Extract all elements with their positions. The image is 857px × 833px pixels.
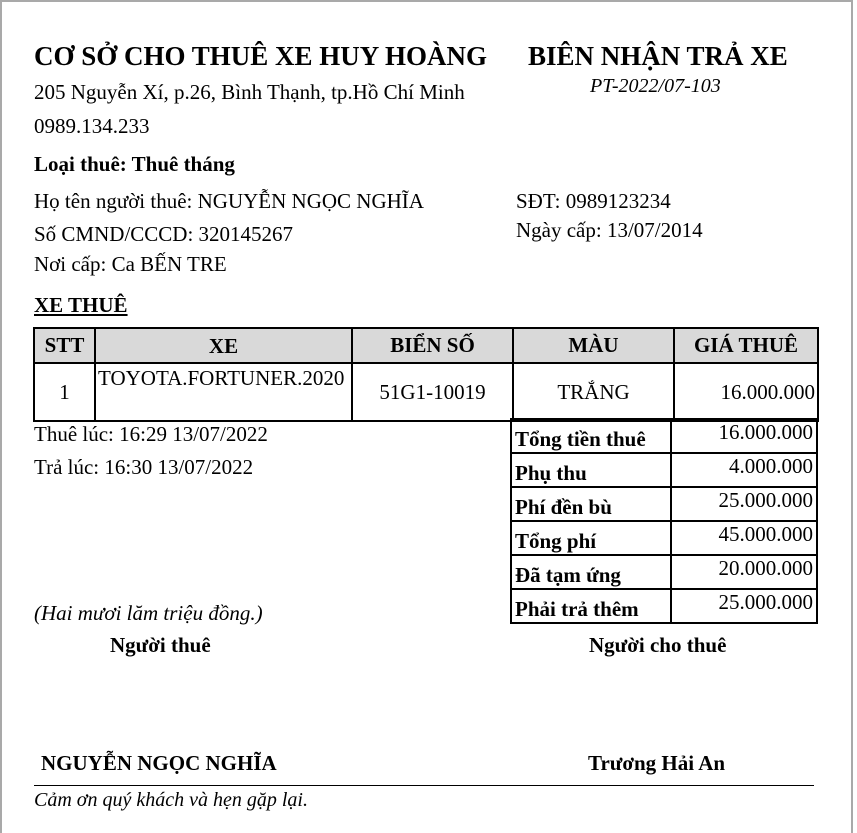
column-header-stt: STT [34,328,95,363]
renter-signature-name: NGUYỄN NGỌC NGHĨA [41,751,277,775]
compensation-label: Phí đền bù [511,487,671,521]
vehicles-section-title: XE THUÊ [34,293,128,317]
totals-row [511,555,817,589]
advance-paid-value: 20.000.000 [671,555,817,589]
total-fee-label: Tổng phí [511,521,671,555]
column-header-color: MÀU [513,328,674,363]
footer-divider [34,785,814,786]
amount-due-value: 25.000.000 [671,589,817,623]
advance-paid-label: Đã tạm ứng [511,555,671,589]
id-issue-place: Nơi cấp: Ca BẾN TRE [34,252,227,276]
totals-row [511,453,817,487]
shop-phone: 0989.134.233 [34,114,150,138]
column-header-vehicle: XE [95,328,352,363]
surcharge-label: Phụ thu [511,453,671,487]
return-time: Trả lúc: 16:30 13/07/2022 [34,455,254,479]
column-header-plate: BIỂN SỐ [352,328,513,363]
shop-address: 205 Nguyễn Xí, p.26, Bình Thạnh, tp.Hồ Chí Minh [34,80,465,104]
totals-row [511,419,817,453]
renter-signature-label: Người thuê [110,633,211,657]
vehicles-table [33,327,819,422]
cell-color: TRẮNG [513,363,674,421]
rent-time: Thuê lúc: 16:29 13/07/2022 [34,422,268,446]
totals-row [511,487,817,521]
surcharge-value: 4.000.000 [671,453,817,487]
total-rent-value: 16.000.000 [671,419,817,453]
cell-vehicle: TOYOTA.FORTUNER.2020 [95,363,352,421]
amount-due-label: Phải trả thêm [511,589,671,623]
total-fee-value: 45.000.000 [671,521,817,555]
compensation-value: 25.000.000 [671,487,817,521]
cell-stt: 1 [34,363,95,421]
document-number: PT-2022/07-103 [590,75,721,97]
total-rent-label: Tổng tiền thuê [511,419,671,453]
renter-id-number: Số CMND/CCCD: 320145267 [34,222,294,246]
column-header-price: GIÁ THUÊ [674,328,818,363]
table-row [34,363,818,421]
totals-row [511,589,817,623]
totals-row [511,521,817,555]
thank-you-note: Cảm ơn quý khách và hẹn gặp lại. [34,789,308,811]
owner-signature-name: Trương Hải An [588,751,726,775]
id-issue-date: Ngày cấp: 13/07/2014 [516,218,703,242]
rental-type: Loại thuê: Thuê tháng [34,152,235,176]
renter-phone: SĐT: 0989123234 [516,189,671,213]
cell-plate: 51G1-10019 [352,363,513,421]
owner-signature-label: Người cho thuê [589,633,727,657]
amount-in-words: (Hai mươi lăm triệu đồng.) [34,601,263,625]
table-header-row [34,328,818,363]
totals-table [510,418,818,624]
renter-name: Họ tên người thuê: NGUYỄN NGỌC NGHĨA [34,189,424,213]
cell-price: 16.000.000 [674,363,818,421]
shop-name: CƠ SỞ CHO THUÊ XE HUY HOÀNG [34,41,488,71]
document-title: BIÊN NHẬN TRẢ XE [528,41,788,71]
